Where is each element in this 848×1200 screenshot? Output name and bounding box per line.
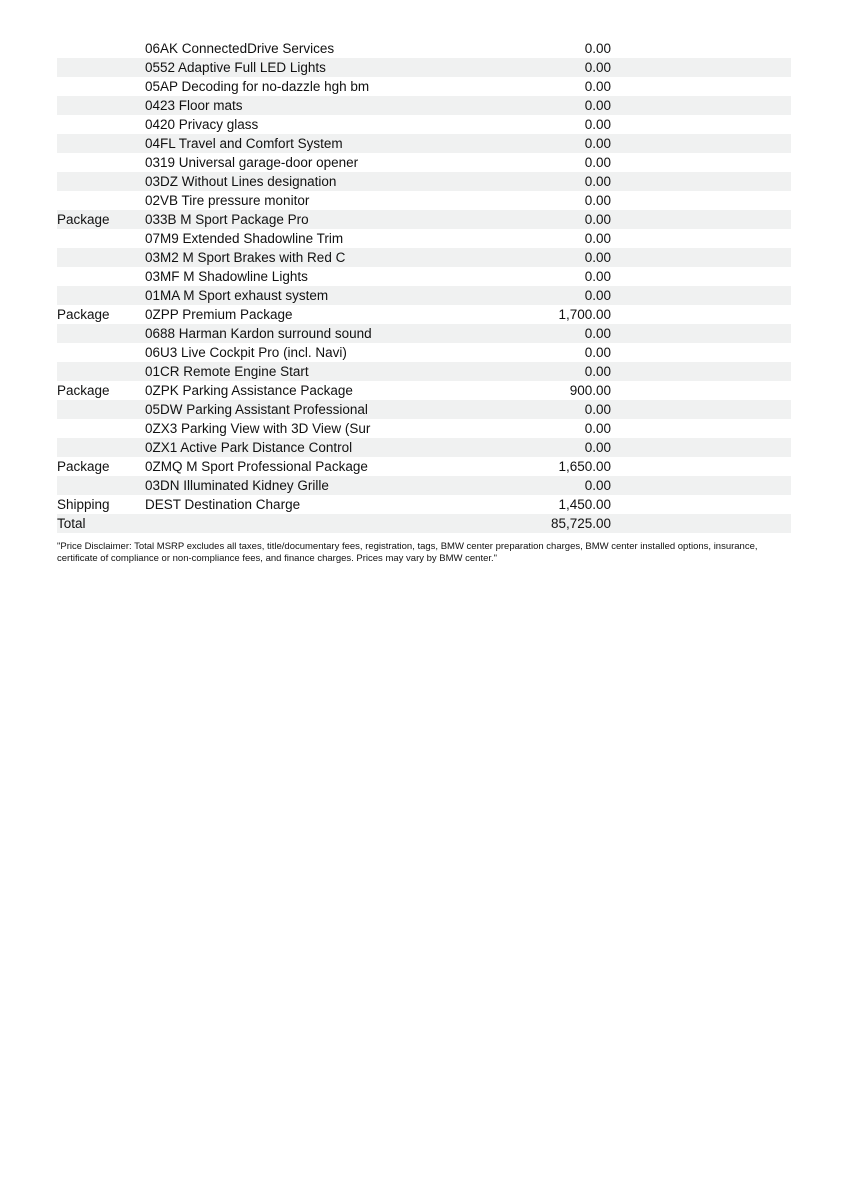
category-cell: Shipping	[57, 497, 110, 512]
price-cell: 0.00	[584, 326, 611, 341]
description-cell: 0319 Universal garage-door opener	[145, 155, 359, 170]
category-cell: Package	[57, 459, 110, 474]
row-filler	[611, 324, 791, 343]
row-filler	[611, 115, 791, 134]
table-row	[57, 210, 791, 229]
category-cell	[57, 153, 145, 172]
table-row	[57, 400, 791, 419]
table-row	[57, 191, 791, 210]
row-filler	[611, 457, 791, 476]
category-cell	[57, 229, 145, 248]
table-row	[57, 324, 791, 343]
price-cell: 900.00	[569, 383, 611, 398]
description-cell: 0423 Floor mats	[145, 98, 243, 113]
row-filler	[611, 305, 791, 324]
table-row	[57, 514, 791, 533]
price-cell: 1,700.00	[558, 307, 611, 322]
table-row	[57, 58, 791, 77]
price-cell: 0.00	[584, 60, 611, 75]
row-filler	[611, 267, 791, 286]
row-filler	[611, 134, 791, 153]
description-cell: 03DN Illuminated Kidney Grille	[145, 478, 329, 493]
table-row	[57, 77, 791, 96]
description-cell: 05DW Parking Assistant Professional	[145, 402, 368, 417]
category-cell: Total	[57, 516, 86, 531]
table-row	[57, 343, 791, 362]
price-cell: 0.00	[584, 421, 611, 436]
table-row	[57, 115, 791, 134]
row-filler	[611, 172, 791, 191]
description-cell: 0420 Privacy glass	[145, 117, 259, 132]
description-cell: 03M2 M Sport Brakes with Red C	[145, 250, 346, 265]
price-cell: 1,450.00	[558, 497, 611, 512]
table-row	[57, 419, 791, 438]
description-cell: 01CR Remote Engine Start	[145, 364, 309, 379]
description-cell: 0ZX3 Parking View with 3D View (Sur	[145, 421, 371, 436]
table-row	[57, 305, 791, 324]
table-row	[57, 438, 791, 457]
price-cell: 0.00	[584, 212, 611, 227]
price-cell: 0.00	[584, 364, 611, 379]
description-cell	[145, 514, 430, 533]
price-cell: 0.00	[584, 41, 611, 56]
row-filler	[611, 39, 791, 58]
options-table	[57, 39, 791, 533]
category-cell	[57, 134, 145, 153]
row-filler	[611, 58, 791, 77]
table-row	[57, 381, 791, 400]
category-cell	[57, 324, 145, 343]
description-cell: 02VB Tire pressure monitor	[145, 193, 310, 208]
price-cell: 0.00	[584, 250, 611, 265]
category-cell	[57, 39, 145, 58]
category-cell	[57, 172, 145, 191]
row-filler	[611, 96, 791, 115]
price-cell: 0.00	[584, 79, 611, 94]
category-cell	[57, 400, 145, 419]
table-row	[57, 495, 791, 514]
row-filler	[611, 343, 791, 362]
description-cell: 0ZMQ M Sport Professional Package	[145, 459, 368, 474]
category-cell	[57, 58, 145, 77]
price-cell: 0.00	[584, 155, 611, 170]
price-cell: 1,650.00	[558, 459, 611, 474]
category-cell	[57, 248, 145, 267]
price-disclaimer: "Price Disclaimer: Total MSRP excludes all taxes, title/documentary fees, registration, tags, BMW center preparation charges, BMW center installed options, insurance, certificate of compliance or non-compliance fees, and finance charges. Prices may vary by BMW center."	[57, 541, 758, 564]
price-cell: 0.00	[584, 402, 611, 417]
price-cell: 0.00	[584, 231, 611, 246]
row-filler	[611, 400, 791, 419]
price-cell: 0.00	[584, 440, 611, 455]
category-cell	[57, 96, 145, 115]
table-row	[57, 286, 791, 305]
table-row	[57, 39, 791, 58]
category-cell: Package	[57, 383, 110, 398]
row-filler	[611, 419, 791, 438]
description-cell: 0552 Adaptive Full LED Lights	[145, 60, 326, 75]
description-cell: 0ZPP Premium Package	[145, 307, 293, 322]
category-cell	[57, 362, 145, 381]
category-cell	[57, 343, 145, 362]
description-cell: 01MA M Sport exhaust system	[145, 288, 329, 303]
table-row	[57, 229, 791, 248]
category-cell	[57, 419, 145, 438]
category-cell	[57, 77, 145, 96]
price-cell: 0.00	[584, 136, 611, 151]
description-cell: 06AK ConnectedDrive Services	[145, 41, 335, 56]
row-filler	[611, 77, 791, 96]
table-row	[57, 248, 791, 267]
row-filler	[611, 362, 791, 381]
options-table-body	[57, 39, 791, 533]
description-cell: 0688 Harman Kardon surround sound	[145, 326, 372, 341]
table-row	[57, 96, 791, 115]
row-filler	[611, 191, 791, 210]
category-cell	[57, 191, 145, 210]
row-filler	[611, 514, 791, 533]
description-cell: 03DZ Without Lines designation	[145, 174, 337, 189]
price-cell: 0.00	[584, 117, 611, 132]
category-cell	[57, 476, 145, 495]
row-filler	[611, 476, 791, 495]
category-cell	[57, 267, 145, 286]
table-row	[57, 267, 791, 286]
price-cell: 0.00	[584, 345, 611, 360]
row-filler	[611, 286, 791, 305]
category-cell: Package	[57, 212, 110, 227]
description-cell: 07M9 Extended Shadowline Trim	[145, 231, 344, 246]
table-row	[57, 153, 791, 172]
row-filler	[611, 248, 791, 267]
row-filler	[611, 381, 791, 400]
table-row	[57, 134, 791, 153]
description-cell: 0ZPK Parking Assistance Package	[145, 383, 353, 398]
description-cell: 033B M Sport Package Pro	[145, 212, 309, 227]
description-cell: 04FL Travel and Comfort System	[145, 136, 343, 151]
price-cell: 0.00	[584, 269, 611, 284]
table-row	[57, 457, 791, 476]
description-cell: DEST Destination Charge	[145, 497, 301, 512]
row-filler	[611, 153, 791, 172]
table-row	[57, 362, 791, 381]
price-cell: 0.00	[584, 174, 611, 189]
table-row	[57, 172, 791, 191]
description-cell: 0ZX1 Active Park Distance Control	[145, 440, 353, 455]
category-cell	[57, 286, 145, 305]
price-cell: 0.00	[584, 98, 611, 113]
row-filler	[611, 229, 791, 248]
row-filler	[611, 495, 791, 514]
price-cell: 0.00	[584, 193, 611, 208]
description-cell: 03MF M Shadowline Lights	[145, 269, 308, 284]
category-cell: Package	[57, 307, 110, 322]
row-filler	[611, 438, 791, 457]
price-cell: 0.00	[584, 478, 611, 493]
price-cell: 85,725.00	[550, 516, 611, 531]
category-cell	[57, 438, 145, 457]
description-cell: 06U3 Live Cockpit Pro (incl. Navi)	[145, 345, 347, 360]
price-cell: 0.00	[584, 288, 611, 303]
description-cell: 05AP Decoding for no-dazzle hgh bm	[145, 79, 370, 94]
table-row	[57, 476, 791, 495]
row-filler	[611, 210, 791, 229]
category-cell	[57, 115, 145, 134]
document-content	[0, 0, 848, 564]
